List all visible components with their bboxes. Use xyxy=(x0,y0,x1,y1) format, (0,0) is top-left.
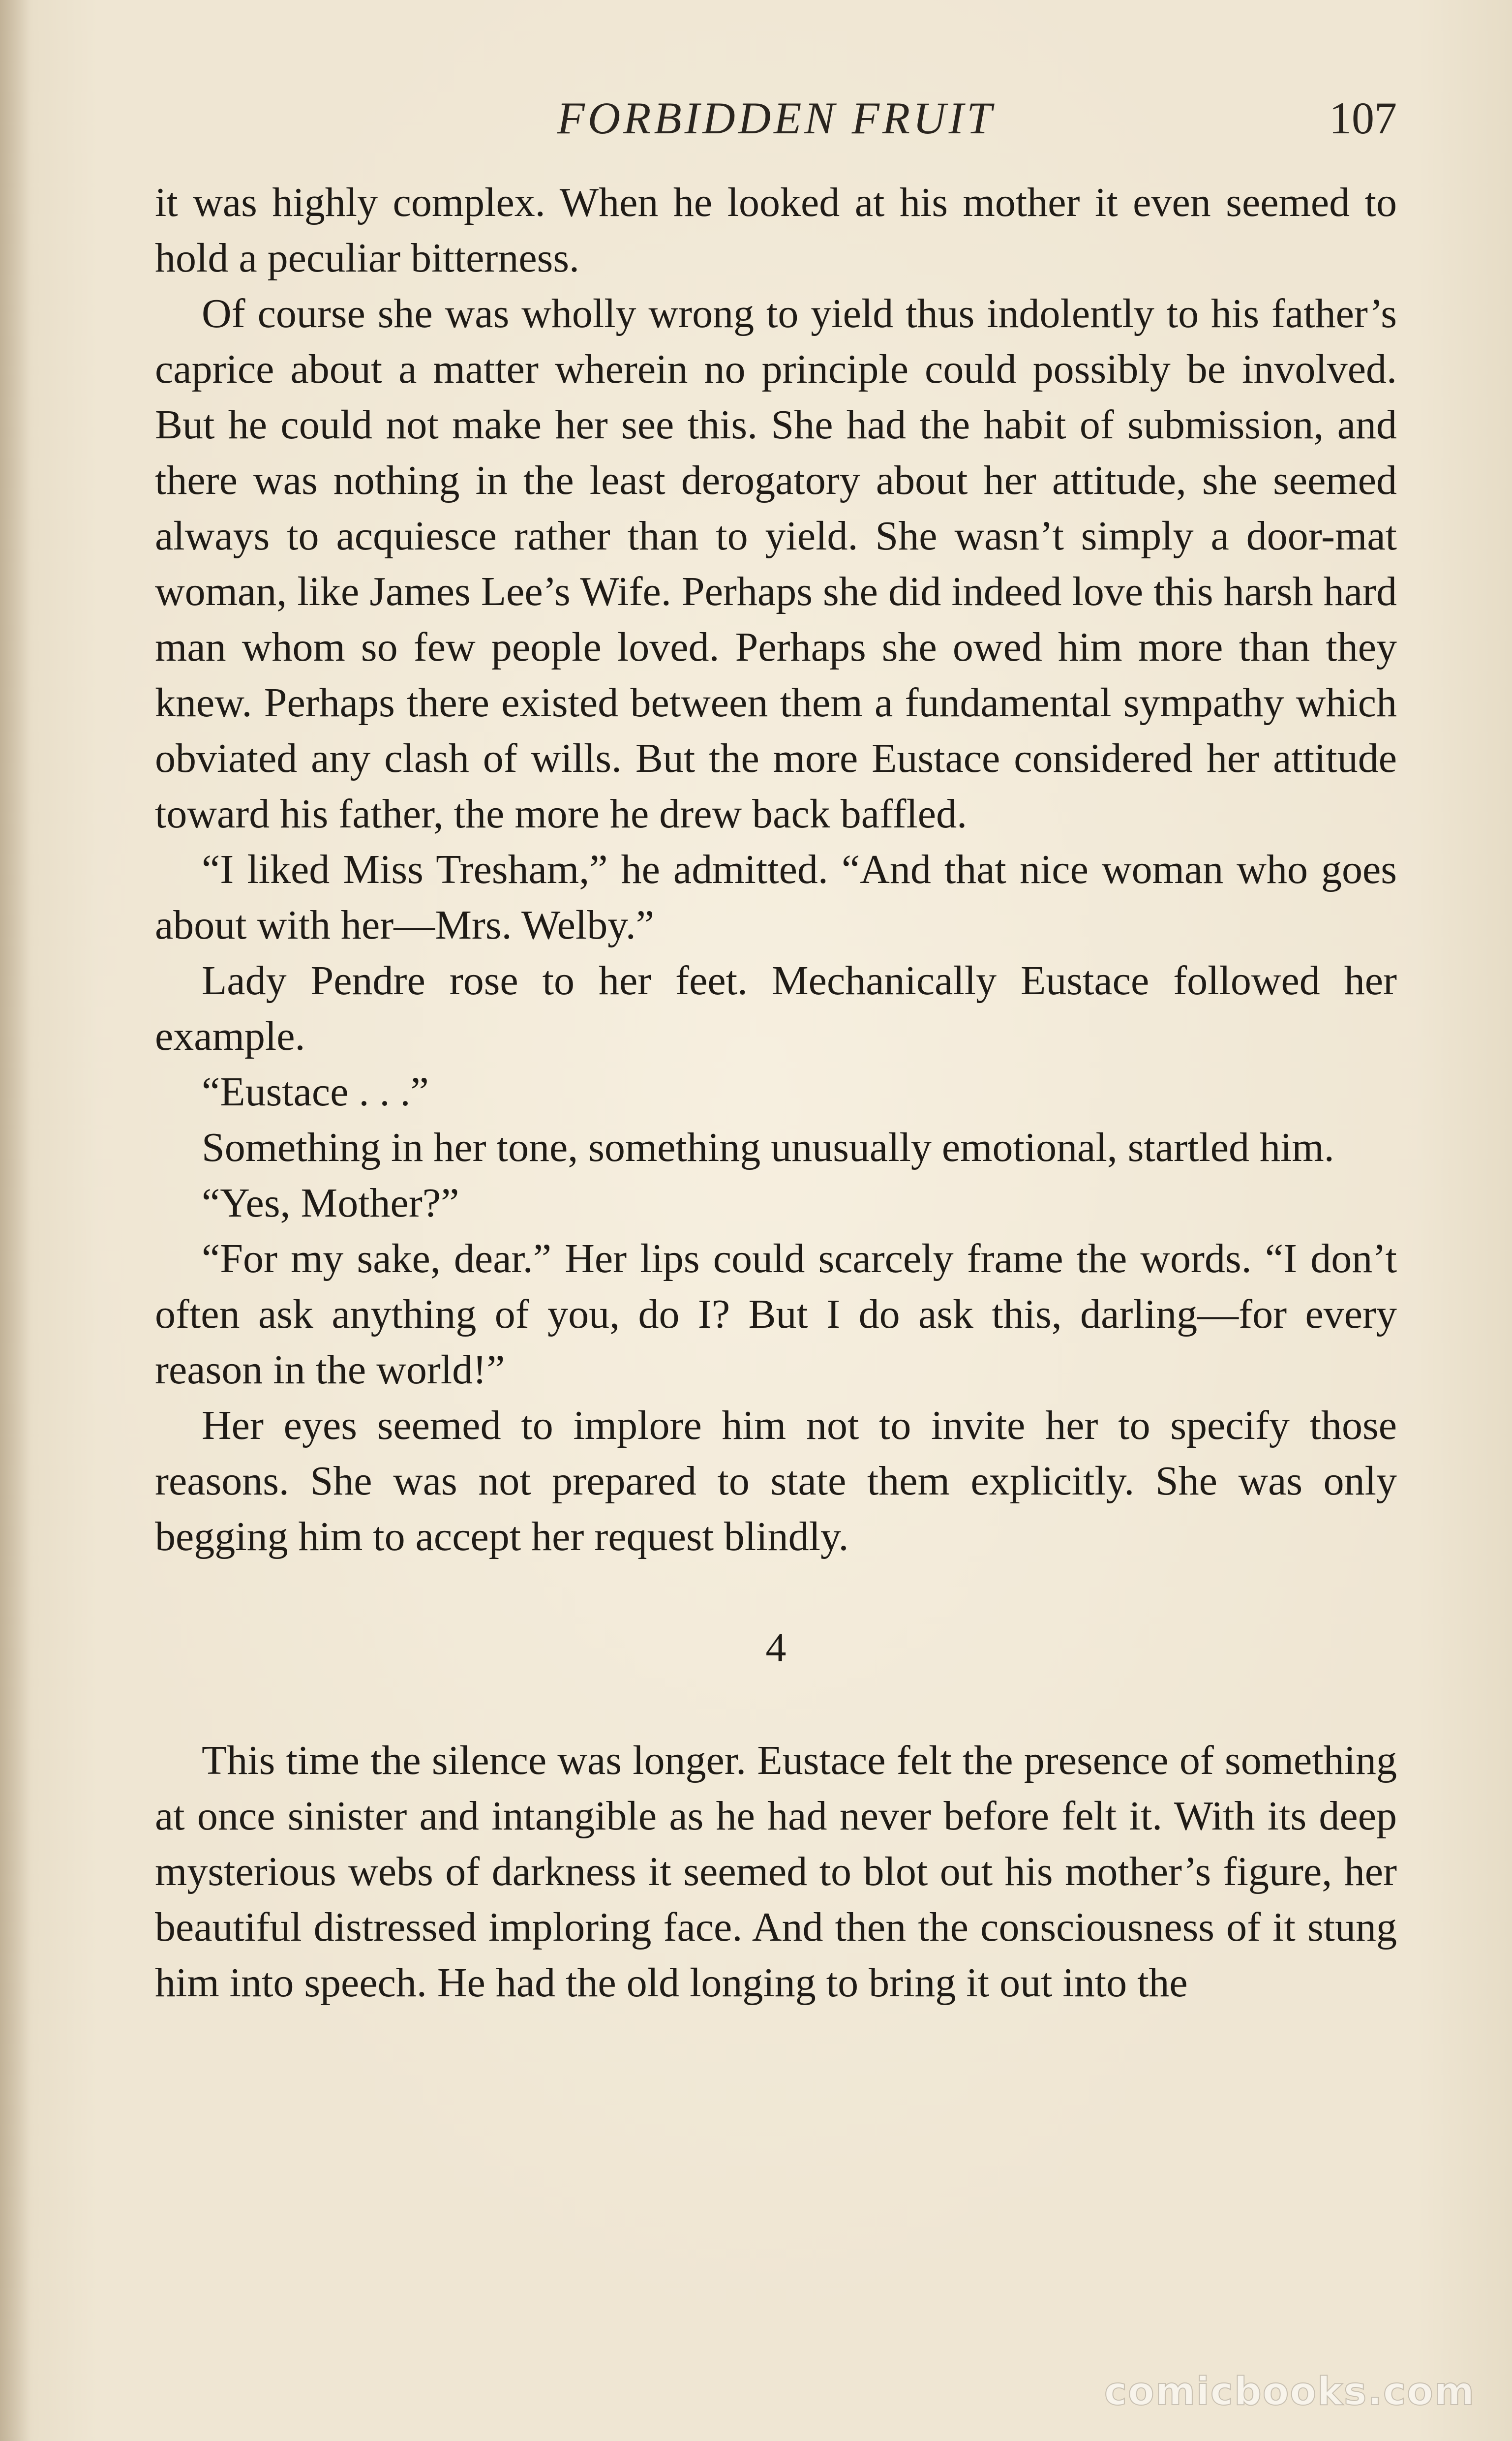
paragraph: “Yes, Mother?” xyxy=(202,1180,459,1226)
section-number: 4 xyxy=(765,1625,786,1671)
paragraph: Her eyes seemed to implore him not to invite her to specify those reasons. She was not prepared to state them explicitly. She was only begging him to accept her request blindly. xyxy=(155,1403,1397,1559)
watermark-logo: comicbooks.com xyxy=(1104,2370,1475,2414)
paragraph: This time the silence was longer. Eustace felt the presence of something at once sinister and intangible as he had never before felt it. With its deep mysterious webs of darkness it seemed to blot out his mother’s figure, her beautiful distressed imploring face. And then the consciousness of it stung him into speech. He had the old longing to bring it out into the xyxy=(155,1738,1397,2006)
body-text xyxy=(155,175,1397,2011)
running-head xyxy=(155,91,1397,145)
paragraph: “For my sake, dear.” Her lips could scarcely frame the words. “I don’t often ask anything of you, do I? But I do ask this, darling—for every reason in the world!” xyxy=(155,1236,1397,1393)
running-title: FORBIDDEN FRUIT xyxy=(557,93,995,143)
paragraph: Lady Pendre rose to her feet. Mechanically Eustace followed her example. xyxy=(155,958,1397,1059)
paragraph: “I liked Miss Tresham,” he admitted. “And that nice woman who goes about with her—Mrs. Welby.” xyxy=(155,847,1397,948)
paragraph: “Eustace . . .” xyxy=(202,1069,429,1115)
page-number: 107 xyxy=(1329,93,1397,143)
paragraph: Of course she was wholly wrong to yield thus indolently to his father’s caprice about a matter wherein no principle could possibly be involved. But he could not make her see this. She had the habit of submission, and there was nothing in the least derogatory about her attitude, she seemed always to acquiesce rather than to yield. She wasn’t simply a door-mat woman, like James Lee’s Wife. Perhaps she did indeed love this harsh hard man whom so few people loved. Perhaps she owed him more than they knew. Perhaps there existed between them a fundamental sympathy which obviated any clash of wills. But the more Eustace considered her attitude toward his father, the more he drew back baffled. xyxy=(155,291,1397,837)
paragraph: Something in her tone, something unusually emotional, startled him. xyxy=(202,1125,1334,1170)
gutter-shadow xyxy=(0,0,30,2441)
paragraph: it was highly complex. When he looked at his mother it even seemed to hold a peculiar bitterness. xyxy=(155,180,1397,281)
